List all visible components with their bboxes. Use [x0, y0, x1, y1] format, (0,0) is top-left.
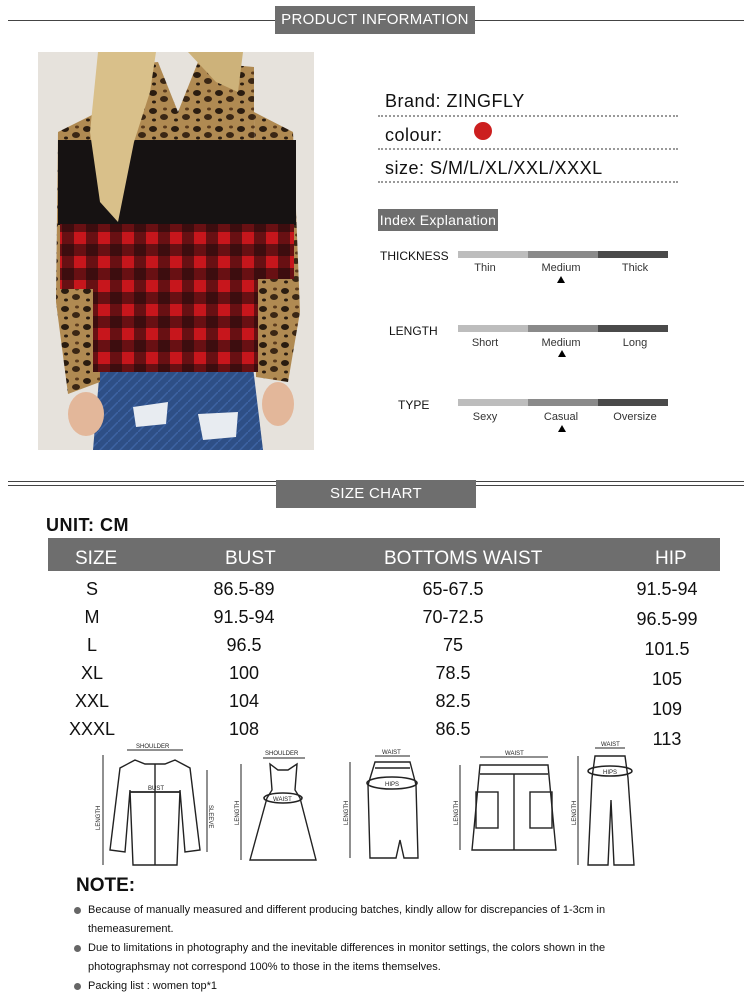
index-explanation-banner: Index Explanation	[378, 209, 498, 231]
size-text: size: S/M/L/XL/XXL/XXXL	[385, 158, 603, 178]
cell-hip: 91.5-94	[636, 579, 698, 599]
brand-text: Brand: ZINGFLY	[385, 91, 525, 111]
cell-size: M	[84, 607, 100, 627]
cell-size: S	[85, 579, 98, 599]
thickness-option-medium: Medium	[541, 262, 581, 274]
cell-waist: 65-67.5	[422, 579, 484, 599]
length-option-long: Long	[622, 337, 648, 349]
cell-bust: 91.5-94	[213, 607, 275, 627]
cell-hip: 96.5-99	[636, 609, 698, 629]
bullet-icon	[74, 945, 81, 952]
label-length: LENGTH	[96, 805, 102, 830]
measurement-diagrams	[0, 740, 750, 870]
cell-size: XL	[80, 663, 104, 683]
cell-bust: 86.5-89	[213, 579, 275, 599]
type-selected-marker	[558, 425, 566, 432]
label-waist: WAIST	[382, 750, 401, 756]
jacket-diagram	[103, 750, 207, 865]
label-hips: HIPS	[603, 770, 618, 776]
header-size: SIZE	[75, 548, 118, 569]
header-bottoms-waist: BOTTOMS WAIST	[384, 548, 543, 569]
cell-waist: 75	[442, 635, 464, 655]
cell-hip: 109	[651, 699, 683, 719]
skirt-diagram	[350, 756, 418, 858]
note-title: NOTE:	[76, 875, 136, 896]
label-waist: WAIST	[505, 751, 524, 757]
cell-waist: 70-72.5	[422, 607, 484, 627]
length-label: LENGTH	[389, 324, 438, 338]
product-photo	[38, 52, 314, 450]
type-label: TYPE	[398, 398, 430, 412]
header-hip: HIP	[655, 548, 687, 569]
thickness-option-thick: Thick	[621, 262, 649, 274]
label-bust: BUST	[148, 786, 165, 792]
dotted-divider	[378, 181, 678, 183]
shorts-diagram	[460, 757, 556, 850]
cell-hip: 105	[651, 669, 683, 689]
bullet-icon	[74, 907, 81, 914]
type-bar-oversize	[598, 399, 668, 406]
label-waist: WAIST	[273, 797, 292, 803]
size-chart-banner: SIZE CHART	[276, 480, 476, 508]
dotted-divider	[378, 148, 678, 150]
thickness-selected-marker	[557, 276, 565, 283]
label-shoulder: SHOULDER	[265, 751, 299, 757]
product-info-banner: PRODUCT INFORMATION	[275, 6, 475, 34]
length-option-short: Short	[471, 337, 499, 349]
cell-bust: 96.5	[226, 635, 262, 655]
label-length: LENGTH	[454, 800, 460, 825]
note-item: Packing list : women top*1	[88, 980, 218, 992]
cell-hip: 113	[652, 729, 682, 749]
length-selected-marker	[558, 350, 566, 357]
bullet-icon	[74, 983, 81, 990]
cell-waist: 78.5	[435, 663, 471, 683]
cell-hip: 101.5	[644, 639, 690, 659]
cell-size: XXXL	[68, 719, 116, 739]
length-bar-long	[598, 325, 668, 332]
label-sleeve: SLEEVE	[207, 805, 213, 829]
thickness-bar-medium	[528, 251, 598, 258]
length-option-medium: Medium	[541, 337, 581, 349]
label-length: LENGTH	[572, 800, 578, 825]
pants-diagram	[578, 748, 634, 865]
label-hips: HIPS	[385, 782, 400, 788]
type-option-sexy: Sexy	[472, 411, 498, 423]
unit-label: UNIT: CM	[46, 515, 129, 535]
cell-bust: 108	[228, 719, 260, 739]
cell-bust: 100	[228, 663, 260, 683]
thickness-bar-thick	[598, 251, 668, 258]
type-option-casual: Casual	[543, 411, 579, 423]
length-bar-short	[458, 325, 528, 332]
label-shoulder: SHOULDER	[136, 744, 170, 750]
cell-waist: 82.5	[435, 691, 471, 711]
type-bar-sexy	[458, 399, 528, 406]
label-waist: WAIST	[601, 742, 620, 748]
type-option-oversize: Oversize	[613, 411, 657, 423]
note-item: Due to limitations in photography and the inevitable differences in monitor settings, the colors shown in the photographsmay not correspond 100% to those in the items themselves.	[88, 942, 606, 973]
cell-waist: 86.5	[435, 719, 471, 739]
cell-size: XXL	[74, 691, 110, 711]
dotted-divider	[378, 115, 678, 117]
colour-label: colour:	[385, 125, 443, 145]
thickness-label: THICKNESS	[380, 249, 449, 263]
dress-diagram	[241, 758, 316, 860]
colour-swatch-red	[474, 122, 492, 140]
type-bar-casual	[528, 399, 598, 406]
header-bust: BUST	[225, 548, 276, 569]
thickness-option-thin: Thin	[474, 262, 496, 274]
cell-size: L	[86, 635, 97, 655]
label-length: LENGTH	[235, 800, 241, 825]
thickness-bar-thin	[458, 251, 528, 258]
cell-bust: 104	[228, 691, 260, 711]
label-length: LENGTH	[344, 800, 350, 825]
length-bar-medium	[528, 325, 598, 332]
note-item: Because of manually measured and different producing batches, kindly allow for discrepancies of 1-3cm in themeasurement.	[88, 904, 606, 935]
